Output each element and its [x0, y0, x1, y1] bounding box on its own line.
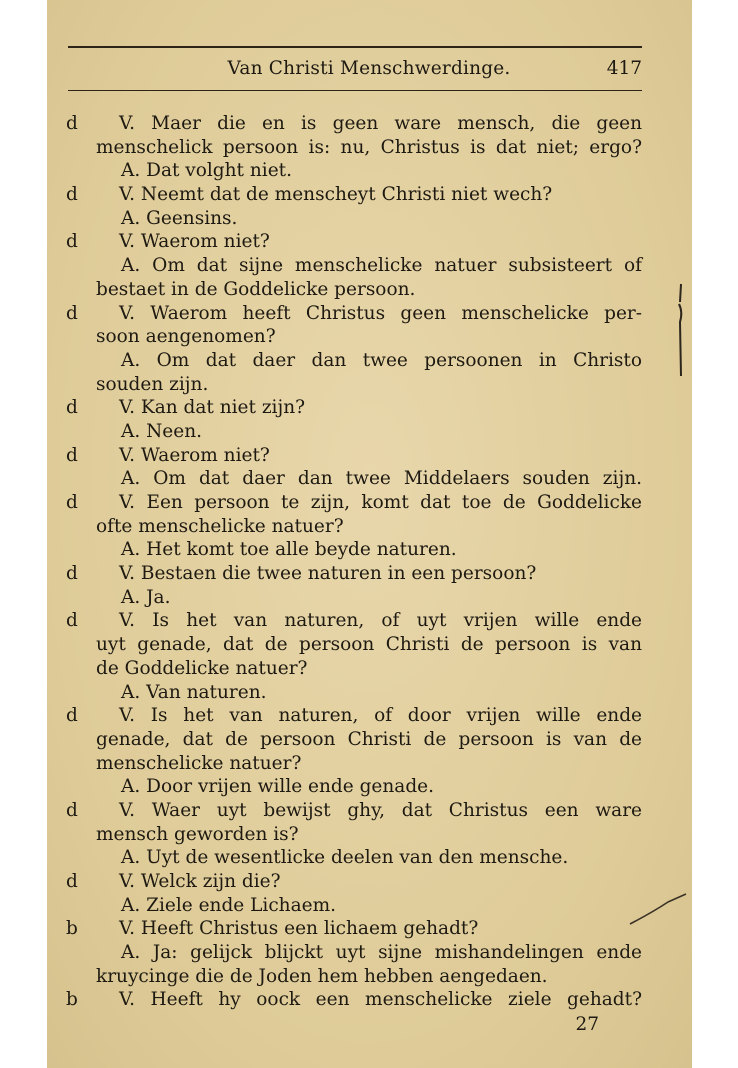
question-text: V. Waer uyt bewijst ghy, dat Christus een ware	[119, 799, 642, 821]
text-line	[0, 396, 738, 420]
text-line	[0, 681, 738, 705]
text-line	[0, 136, 738, 160]
text-line	[0, 302, 738, 326]
question-text: V. Neemt dat de menscheyt Christi niet wech?	[119, 184, 553, 206]
text-line	[0, 278, 738, 302]
text-line	[0, 183, 738, 207]
text-line	[0, 562, 738, 586]
margin-mark: d	[66, 705, 78, 727]
margin-mark: d	[66, 184, 78, 206]
margin-mark: d	[66, 302, 78, 324]
text-line	[0, 491, 738, 515]
header-rule-bottom	[68, 90, 642, 91]
answer-text: A. Om dat sijne menschelicke natuer subsisteert of	[121, 255, 642, 277]
margin-mark: d	[66, 113, 78, 134]
margin-mark: d	[66, 799, 78, 821]
margin-mark: d	[66, 397, 78, 419]
question-text: V. Welck zijn die?	[119, 871, 281, 892]
question-text: V. Maer die en is geen ware mensch, die geen	[119, 113, 642, 134]
continuation-text: bestaet in de Goddelicke persoon.	[96, 278, 416, 300]
text-line	[0, 467, 738, 491]
question-text: V. Waerom niet?	[119, 444, 270, 466]
text-line	[0, 254, 738, 278]
question-text: V. Een persoon te zijn, komt dat toe de Goddelicke	[119, 492, 642, 513]
margin-mark: b	[66, 989, 78, 1011]
question-text: V. Heeft hy oock een menschelicke ziele gehadt?	[119, 989, 642, 1011]
pencil-tick-mark	[628, 888, 688, 928]
text-line	[0, 846, 738, 870]
text-line	[0, 728, 738, 752]
header-rule-top	[68, 46, 642, 48]
answer-text: A. Neen.	[121, 420, 203, 442]
continuation-text: uyt genade, dat de persoon Christi de persoon is van	[96, 634, 642, 656]
question-text: V. Waerom heeft Christus geen menschelicke per-	[119, 302, 642, 324]
question-text: V. Is het van naturen, of door vrijen wille ende	[119, 705, 642, 727]
text-line	[0, 965, 738, 989]
text-line	[0, 159, 738, 183]
answer-text: A. Dat volght niet.	[121, 160, 292, 182]
continuation-text: genade, dat de persoon Christi de persoon is van de	[96, 728, 642, 750]
text-line	[0, 799, 738, 823]
question-text: V. Waerom niet?	[119, 231, 270, 253]
text-line	[0, 775, 738, 799]
text-line	[0, 609, 738, 633]
text-line	[0, 823, 738, 847]
signature-mark: 27	[575, 1014, 599, 1035]
text-line	[0, 538, 738, 562]
answer-text: A. Ja: gelijck blijckt uyt sijne mishandelingen ende	[121, 942, 642, 964]
continuation-text: souden zijn.	[96, 373, 209, 395]
margin-mark: d	[66, 871, 78, 892]
answer-text: A. Om dat daer dan twee Middelaers souden zijn.	[121, 468, 642, 490]
continuation-text: soon aengenomen?	[96, 326, 276, 348]
text-line	[0, 325, 738, 349]
question-text: V. Bestaen die twee naturen in een persoon?	[119, 563, 537, 585]
continuation-text: ofte menschelicke natuer?	[96, 515, 344, 537]
catechism-text	[0, 112, 738, 1012]
text-line	[0, 752, 738, 776]
margin-mark: b	[66, 918, 78, 940]
continuation-text: menschelick persoon is: nu, Christus is dat niet; ergo?	[96, 136, 642, 158]
margin-mark: d	[66, 563, 78, 585]
margin-mark: d	[66, 492, 78, 513]
answer-text: A. Van naturen.	[121, 681, 267, 703]
margin-pencil-stroke	[676, 282, 688, 378]
answer-text: A. Uyt de wesentlicke deelen van den mensche.	[121, 847, 569, 869]
answer-text: A. Om dat daer dan twee persoonen in Christo	[121, 349, 642, 371]
text-line	[0, 515, 738, 539]
margin-mark: d	[66, 444, 78, 466]
text-line	[0, 988, 738, 1012]
text-line	[0, 633, 738, 657]
text-line	[0, 112, 738, 136]
question-text: V. Heeft Christus een lichaem gehadt?	[119, 918, 479, 940]
continuation-text: menschelicke natuer?	[96, 752, 302, 774]
text-line	[0, 207, 738, 231]
question-text: V. Is het van naturen, of uyt vrijen wille ende	[119, 610, 642, 632]
continuation-text: kruycinge die de Joden hem hebben aengedaen.	[96, 965, 548, 987]
text-line	[0, 420, 738, 444]
answer-text: A. Geensins.	[121, 207, 238, 229]
answer-text: A. Ja.	[121, 586, 171, 608]
margin-mark: d	[66, 610, 78, 632]
continuation-text: de Goddelicke natuer?	[96, 657, 308, 679]
answer-text: A. Het komt toe alle beyde naturen.	[121, 539, 457, 561]
answer-text: A. Door vrijen wille ende genade.	[121, 776, 435, 798]
text-line	[0, 657, 738, 681]
text-line	[0, 704, 738, 728]
answer-text: A. Ziele ende Lichaem.	[121, 894, 336, 916]
text-line	[0, 941, 738, 965]
text-line	[0, 373, 738, 397]
running-head: Van Christi Menschwerdinge.	[227, 58, 511, 79]
margin-mark: d	[66, 231, 78, 253]
text-line	[0, 444, 738, 468]
continuation-text: mensch geworden is?	[96, 823, 299, 845]
question-text: V. Kan dat niet zijn?	[119, 397, 306, 419]
text-line	[0, 586, 738, 610]
page-number: 417	[606, 58, 642, 79]
text-line	[0, 349, 738, 373]
text-line	[0, 230, 738, 254]
